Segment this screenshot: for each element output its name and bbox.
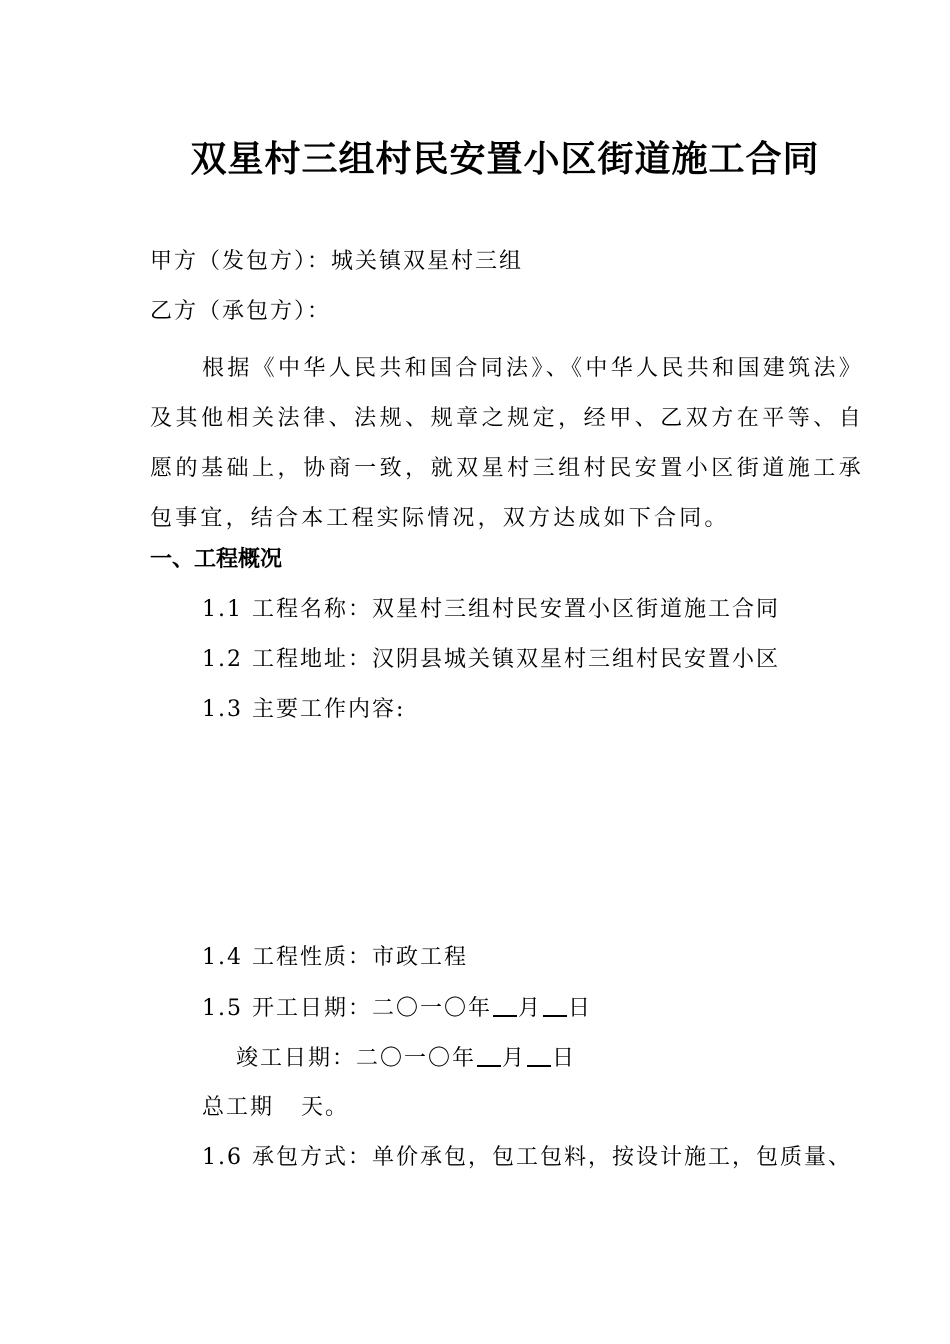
finish-date-prefix: 竣工日期：二〇一〇年 [236, 1046, 477, 1071]
finish-day-label: 日 [552, 1046, 577, 1071]
section-heading-project-overview: 一、工程概况 [150, 547, 283, 572]
start-day-label: 日 [568, 996, 593, 1021]
start-month-blank [493, 993, 517, 1017]
item-contract-method: 1.6 承包方式：单价承包，包工包料，按设计施工，包质量、 [202, 1145, 852, 1170]
finish-month-blank [477, 1043, 501, 1067]
start-date-prefix: 1.5 开工日期：二〇一〇年 [202, 996, 492, 1021]
item-finish-date [236, 1043, 576, 1074]
party-a-line: 甲方（发包方）：城关镇双星村三组 [150, 249, 524, 274]
finish-day-blank [527, 1043, 551, 1067]
contract-title: 双星村三组村民安置小区街道施工合同 [190, 139, 820, 180]
item-project-nature: 1.4 工程性质：市政工程 [202, 945, 468, 970]
item-project-address: 1.2 工程地址：汉阴县城关镇双星村三组村民安置小区 [202, 647, 780, 672]
item-main-work-content: 1.3 主要工作内容: [202, 697, 406, 722]
item-project-name: 1.1 工程名称：双星村三组村民安置小区街道施工合同 [202, 597, 780, 622]
item-start-date [202, 993, 592, 1024]
finish-month-label: 月 [502, 1046, 527, 1071]
preamble-paragraph: 根据《中华人民共和国合同法》、《中华人民共和国建筑法》及其他相关法律、法规、规章之规定，经甲、乙双方在平等、自愿的基础上，协商一致，就双星村三组村民安置小区街道施工承包事宜，结合本工程实际情况，双方达成如下合同。 [150, 356, 864, 531]
item-total-period: 总工期 天。 [202, 1095, 349, 1120]
party-b-line: 乙方（承包方）： [150, 299, 332, 324]
start-month-label: 月 [517, 996, 542, 1021]
start-day-blank [543, 993, 567, 1017]
